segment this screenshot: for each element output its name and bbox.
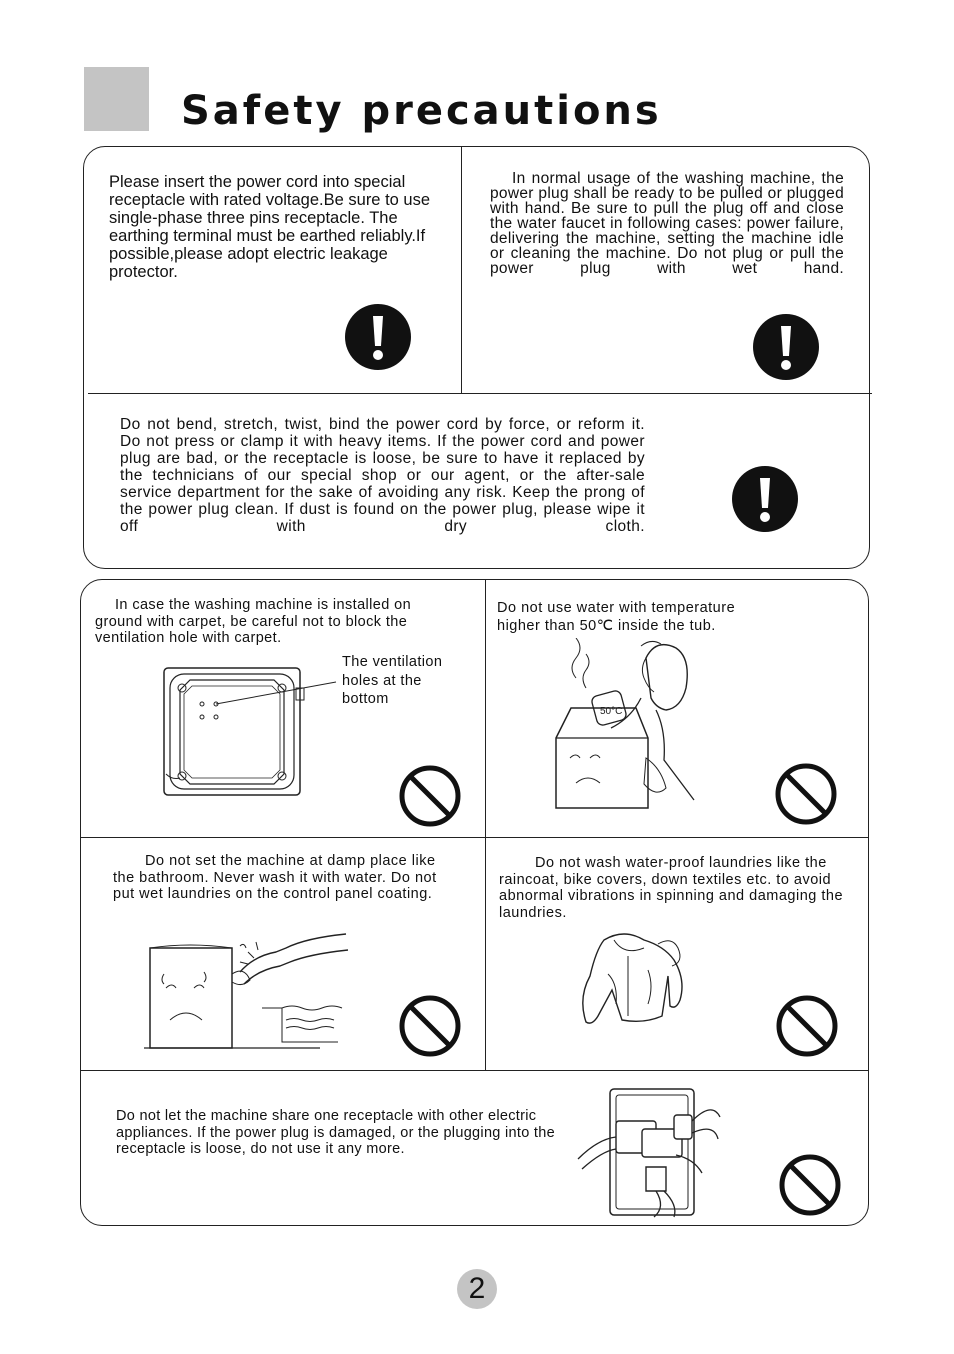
woman-hot-water-illustration	[546, 638, 696, 812]
prohibition-icon	[778, 1153, 842, 1217]
receptacle-text: Do not let the machine share one receptacle with other electric appliances. If the power plug is damaged, or the plugging into the receptacle is loose, do not use it any more.	[116, 1108, 555, 1157]
page-title: Safety precautions	[181, 88, 662, 134]
plug-usage-text: In normal usage of the washing machine, the power plug shall be ready to be pulled or plugged with hand. Be sure to pull the plug off and close the water faucet in following cases: power failure, delivering the machine, setting the machine idle or cleaning the machine. Do not plug or pull the power plug with wet hand.	[490, 170, 844, 277]
shared-receptacle-illustration	[576, 1085, 722, 1220]
page-number: 2	[457, 1269, 497, 1309]
mandatory-icon	[345, 304, 411, 370]
upper-horizontal-divider	[88, 393, 872, 394]
cord-care-text: Do not bend, stretch, twist, bind the power cord by force, or reform it. Do not press or clamp it with heavy items. If the power cord and power plug are bad, or the receptacle is loose, be sure to have it replaced by the technicians of our special shop or our agent, or the after-sale service department for the sake of avoiding any risk. Keep the prong of the power plug clean. If dust is found on the power plug, please wipe it off with dry cloth.	[120, 416, 645, 535]
waterproof-text: Do not wash water-proof laundries like the raincoat, bike covers, down textiles etc. to avoid abnormal vibrations in spinning and damaging the laundries.	[499, 855, 844, 921]
prohibition-icon	[775, 994, 839, 1058]
machine-bottom-illustration	[160, 664, 340, 800]
hot-water-text: Do not use water with temperature higher than 50℃ inside the tub.	[497, 600, 736, 634]
prohibition-icon	[398, 764, 462, 828]
mandatory-icon	[753, 314, 819, 380]
lower-horizontal-divider-2	[81, 1070, 868, 1071]
prohibition-icon	[398, 994, 462, 1058]
upper-vertical-divider	[461, 147, 462, 393]
mandatory-icon	[732, 466, 798, 532]
lower-vertical-divider	[485, 580, 486, 1070]
raincoat-illustration	[568, 930, 688, 1040]
thermometer-label: 50°C	[600, 706, 623, 717]
carpet-text: In case the washing machine is installed on ground with carpet, be careful not to block the ventilation hole with carpet.	[95, 597, 412, 646]
ventilation-label: The ventilation holes at the bottom	[342, 654, 443, 707]
power-cord-insert-text: Please insert the power cord into special receptacle with rated voltage.Be sure to use single-phase three pins receptacle. The earthing terminal must be earthed reliably.If possible,please adopt electric leakage protector.	[109, 173, 431, 281]
machine-splash-illustration	[144, 928, 360, 1052]
prohibition-icon	[774, 762, 838, 826]
header-gray-square	[84, 67, 149, 131]
damp-place-text: Do not set the machine at damp place like the bathroom. Never wash it with water. Do not put wet laundries on the control panel coating.	[113, 853, 437, 902]
lower-horizontal-divider-1	[81, 837, 868, 838]
